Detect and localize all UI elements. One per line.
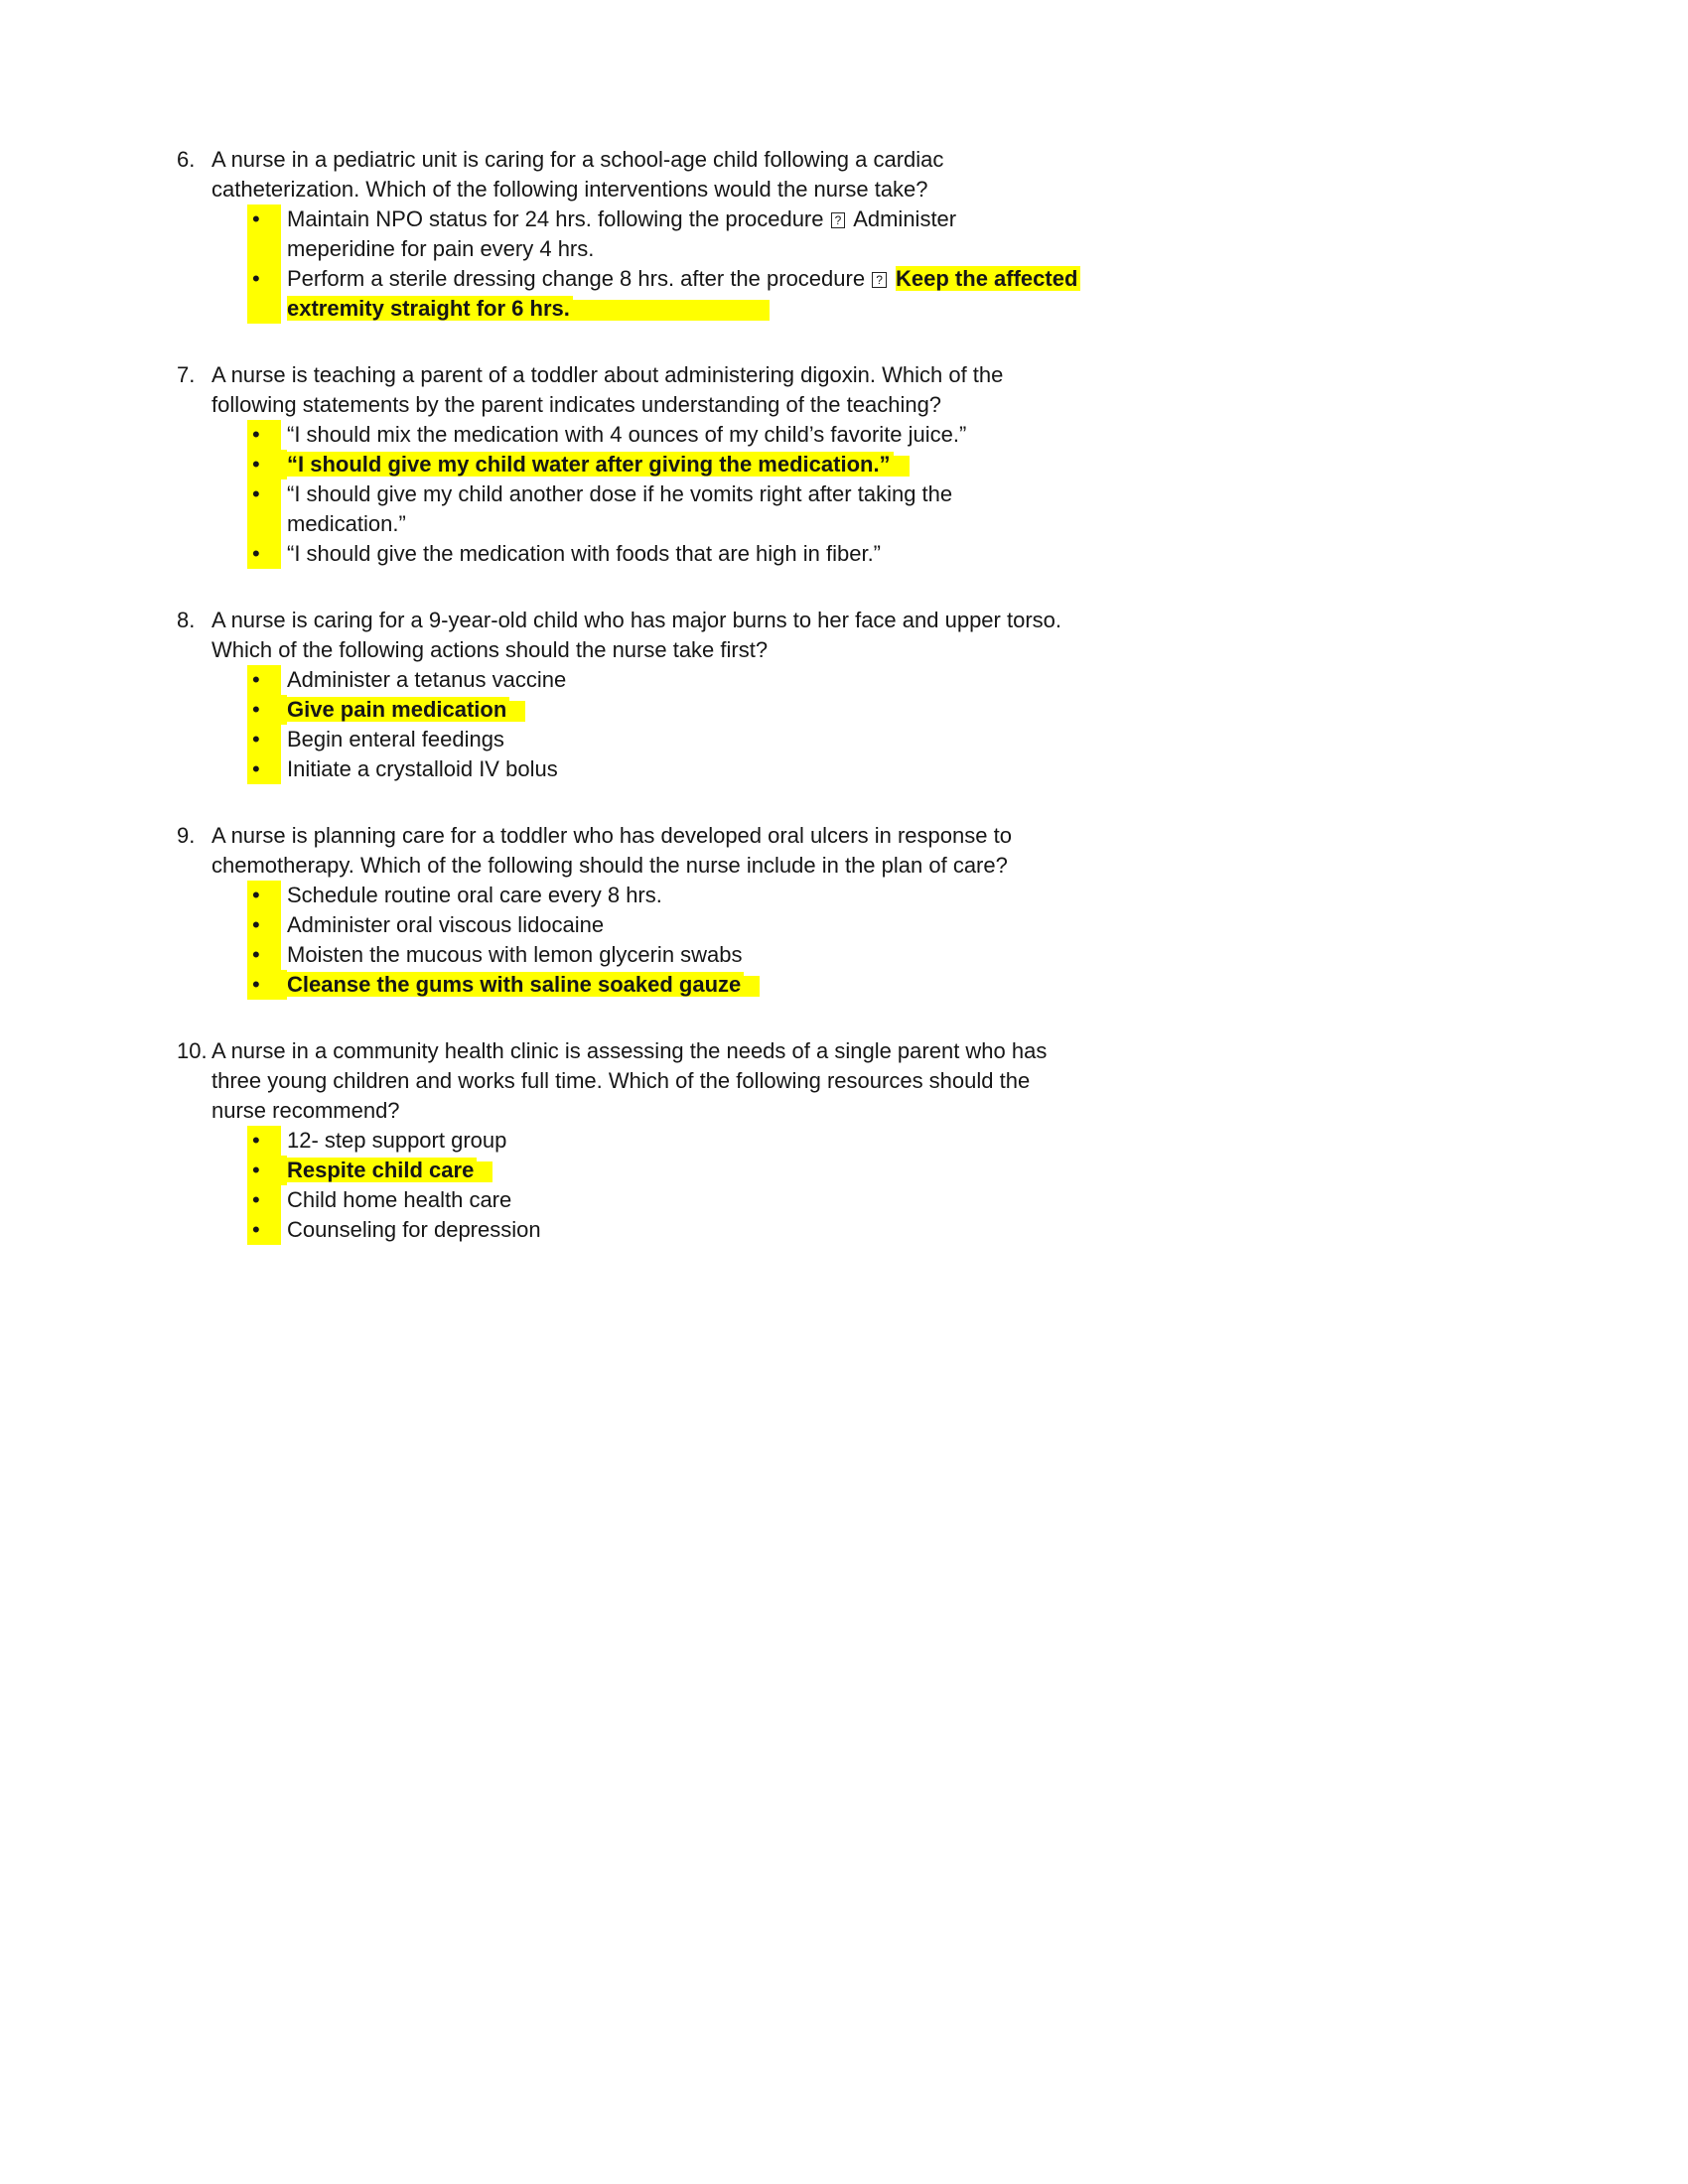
- option-line: [287, 1185, 1579, 1215]
- option-line: [287, 509, 1579, 539]
- option-text: [287, 881, 1579, 910]
- text-segment: Child home health care: [287, 1187, 512, 1212]
- option-text: [287, 754, 1579, 784]
- answer-highlight-text: Respite child care: [287, 1158, 477, 1182]
- option: [247, 450, 1579, 479]
- option: [247, 205, 1579, 264]
- option-text: [287, 479, 1579, 539]
- bullet-marker: •: [247, 881, 281, 910]
- question-text-line: A nurse is caring for a 9-year-old child who has major burns to her face and upper torso.: [211, 608, 1062, 632]
- question: [177, 606, 1579, 784]
- question-body: [211, 606, 1579, 784]
- options-list: [247, 1126, 1579, 1245]
- bullet-marker: •: [247, 450, 287, 479]
- highlight-tail: [573, 300, 770, 321]
- question-text-line: A nurse in a community health clinic is assessing the needs of a single parent who has: [211, 1038, 1048, 1063]
- text-segment: 12- step support group: [287, 1128, 507, 1153]
- option-text: [287, 725, 1579, 754]
- options-list: [247, 205, 1579, 324]
- option-line: [287, 695, 1579, 725]
- option-text: [287, 420, 1579, 450]
- option-text: [287, 450, 1579, 479]
- option-text: [287, 940, 1579, 970]
- text-segment: “I should give the medication with foods that are high in fiber.”: [287, 541, 882, 566]
- bullet-marker: •: [247, 264, 281, 324]
- questions-root: [177, 145, 1579, 1245]
- option-line: [287, 725, 1579, 754]
- bullet-marker: •: [247, 725, 281, 754]
- option: [247, 539, 1579, 569]
- option: [247, 695, 1579, 725]
- option-text: [287, 264, 1579, 324]
- question-text-line: A nurse is teaching a parent of a toddler about administering digoxin. Which of the: [211, 362, 1004, 387]
- option-text: [287, 970, 1579, 1000]
- option-text: [287, 539, 1579, 569]
- answer-highlight-text: “I should give my child water after giving the medication.”: [287, 452, 894, 477]
- question-text-line: A nurse is planning care for a toddler who has developed oral ulcers in response to: [211, 823, 1012, 848]
- text-segment: Administer a tetanus vaccine: [287, 667, 567, 692]
- question-body: [211, 360, 1579, 569]
- option: [247, 420, 1579, 450]
- option-text: [287, 1185, 1579, 1215]
- option-line: [287, 881, 1579, 910]
- question-text-line: following statements by the parent indicates understanding of the teaching?: [211, 392, 942, 417]
- option-line: [287, 940, 1579, 970]
- option-line: [287, 450, 1579, 479]
- option: [247, 264, 1579, 324]
- question-text-line: A nurse in a pediatric unit is caring for a school-age child following a cardiac: [211, 147, 944, 172]
- question-body: [211, 145, 1579, 324]
- text-segment: Administer oral viscous lidocaine: [287, 912, 605, 937]
- bullet-marker: •: [247, 205, 281, 264]
- option-line: [287, 1156, 1579, 1185]
- option-text: [287, 665, 1579, 695]
- answer-highlight-text: Keep the affected: [896, 266, 1080, 291]
- option: [247, 910, 1579, 940]
- question-text-line: three young children and works full time. Which of the following resources should the: [211, 1068, 1031, 1093]
- text-segment: medication.”: [287, 511, 406, 536]
- option: [247, 1215, 1579, 1245]
- question: [177, 821, 1579, 1000]
- question-text-line: Which of the following actions should the nurse take first?: [211, 637, 769, 662]
- question-number: 10.: [177, 1038, 208, 1063]
- text-segment: Begin enteral feedings: [287, 727, 504, 751]
- option-text: [287, 1156, 1579, 1185]
- question-text-line: chemotherapy. Which of the following should the nurse include in the plan of care?: [211, 853, 1008, 878]
- missing-glyph-box: ?: [872, 272, 887, 288]
- text-segment: Counseling for depression: [287, 1217, 541, 1242]
- option-text: [287, 910, 1579, 940]
- question: [177, 1036, 1579, 1245]
- option-line: [287, 754, 1579, 784]
- option: [247, 970, 1579, 1000]
- bullet-marker: •: [247, 1185, 281, 1215]
- missing-glyph-box: ?: [831, 212, 846, 228]
- option-text: [287, 1126, 1579, 1156]
- question-body: [211, 1036, 1579, 1245]
- option: [247, 940, 1579, 970]
- question-text: [211, 821, 1579, 881]
- answer-highlight-text: Give pain medication: [287, 697, 509, 722]
- text-segment: Initiate a crystalloid IV bolus: [287, 756, 558, 781]
- option-line: [287, 234, 1579, 264]
- option: [247, 1185, 1579, 1215]
- bullet-marker: •: [247, 1156, 287, 1185]
- bullet-marker: •: [247, 695, 287, 725]
- question-number: 7.: [177, 362, 196, 387]
- option-line: [287, 479, 1579, 509]
- question: [177, 360, 1579, 569]
- highlight-tail: [894, 456, 910, 477]
- option: [247, 725, 1579, 754]
- option-line: [287, 1126, 1579, 1156]
- options-list: [247, 881, 1579, 1000]
- option-line: [287, 1215, 1579, 1245]
- option: [247, 881, 1579, 910]
- option-line: [287, 264, 1579, 294]
- option-text: [287, 1215, 1579, 1245]
- option: [247, 665, 1579, 695]
- text-segment: Maintain NPO status for 24 hrs. following the procedure: [287, 206, 830, 231]
- question-text: [211, 606, 1579, 665]
- option-line: [287, 420, 1579, 450]
- option: [247, 1156, 1579, 1185]
- option-line: [287, 910, 1579, 940]
- options-list: [247, 420, 1579, 569]
- question: [177, 145, 1579, 324]
- bullet-marker: •: [247, 940, 281, 970]
- question-text: [211, 360, 1579, 420]
- option-line: [287, 970, 1579, 1000]
- answer-highlight-text: Cleanse the gums with saline soaked gauze: [287, 972, 744, 997]
- option-line: [287, 665, 1579, 695]
- option-line: [287, 539, 1579, 569]
- question-text: [211, 145, 1579, 205]
- option-text: [287, 695, 1579, 725]
- bullet-marker: •: [247, 910, 281, 940]
- option-line: [287, 205, 1579, 234]
- bullet-marker: •: [247, 539, 281, 569]
- text-segment: Administer: [848, 206, 957, 231]
- question-number: 9.: [177, 823, 196, 848]
- bullet-marker: •: [247, 479, 281, 539]
- question-body: [211, 821, 1579, 1000]
- option: [247, 1126, 1579, 1156]
- text-segment: “I should give my child another dose if he vomits right after taking the: [287, 481, 953, 506]
- options-list: [247, 665, 1579, 784]
- text-segment: Moisten the mucous with lemon glycerin swabs: [287, 942, 743, 967]
- question-text: [211, 1036, 1579, 1126]
- highlight-tail: [744, 976, 760, 997]
- option-text: [287, 205, 1579, 264]
- bullet-marker: •: [247, 970, 287, 1000]
- question-number: 6.: [177, 147, 196, 172]
- option: [247, 479, 1579, 539]
- answer-highlight-text: extremity straight for 6 hrs.: [287, 296, 573, 321]
- question-text-line: nurse recommend?: [211, 1098, 400, 1123]
- text-segment: Schedule routine oral care every 8 hrs.: [287, 883, 662, 907]
- option-line: [287, 294, 1579, 324]
- highlight-tail: [509, 701, 525, 722]
- bullet-marker: •: [247, 1215, 281, 1245]
- question-number: 8.: [177, 608, 196, 632]
- bullet-marker: •: [247, 754, 281, 784]
- question-text-line: catheterization. Which of the following interventions would the nurse take?: [211, 177, 928, 202]
- text-segment: meperidine for pain every 4 hrs.: [287, 236, 595, 261]
- highlight-tail: [477, 1161, 492, 1182]
- option: [247, 754, 1579, 784]
- text-segment: Perform a sterile dressing change 8 hrs. after the procedure: [287, 266, 872, 291]
- bullet-marker: •: [247, 420, 281, 450]
- bullet-marker: •: [247, 1126, 281, 1156]
- text-segment: “I should mix the medication with 4 ounces of my child’s favorite juice.”: [287, 422, 967, 447]
- bullet-marker: •: [247, 665, 281, 695]
